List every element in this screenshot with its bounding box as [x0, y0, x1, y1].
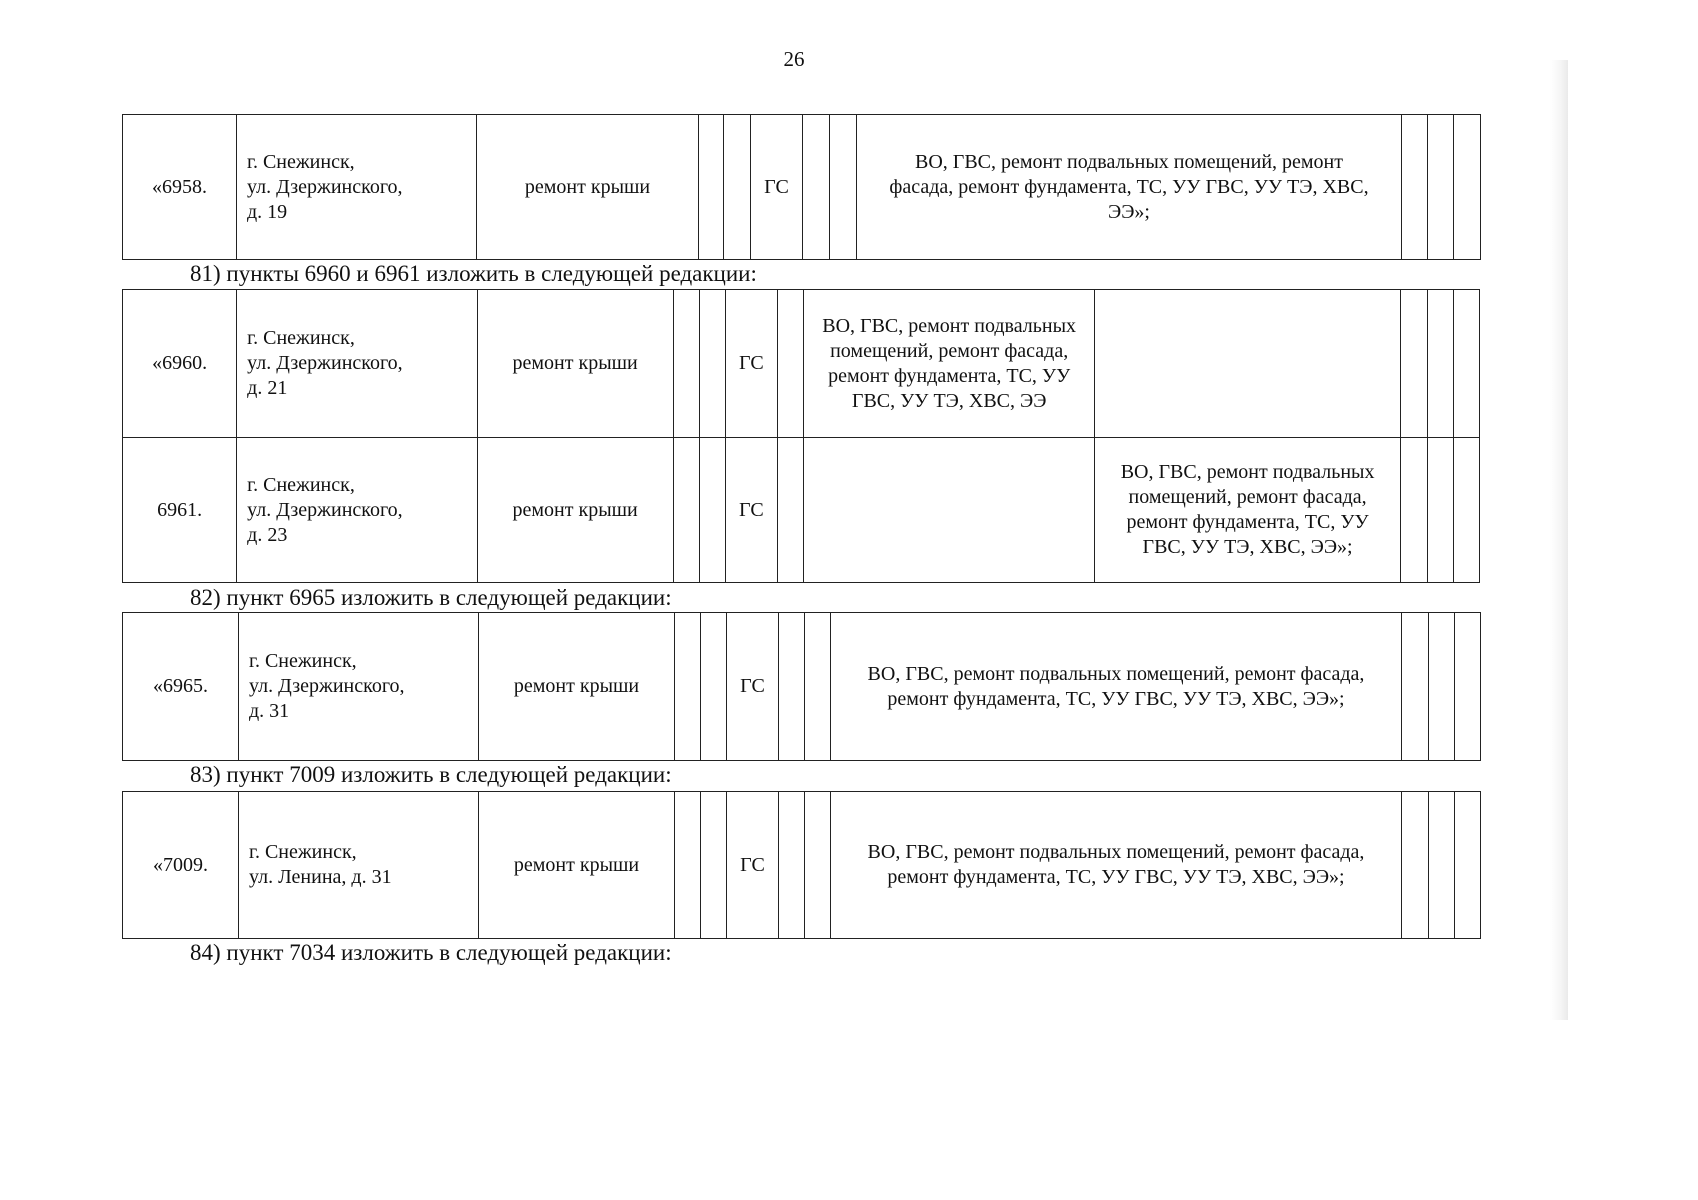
empty-cell: [1427, 438, 1453, 583]
empty-cell: [830, 115, 857, 260]
address-house: д. 19: [247, 200, 288, 223]
empty-cell: [1402, 613, 1429, 761]
empty-cell: [1400, 438, 1427, 583]
empty-cell: [1454, 115, 1481, 260]
gs-cell: ГС: [727, 613, 779, 761]
services-cell: ВО, ГВС, ремонт подвальных помещений, ремонт фасада, ремонт фундамента, ТС, УУ ГВС, УУ ТЭ, ХВС, ЭЭ»;: [857, 115, 1402, 260]
empty-cell: [777, 290, 803, 438]
empty-cell: [699, 290, 725, 438]
table-row: [123, 613, 1481, 761]
empty-cell: [699, 438, 725, 583]
work-type: ремонт крыши: [479, 613, 675, 761]
address: [237, 438, 477, 583]
empty-cell: [1429, 792, 1455, 939]
gs-cell: ГС: [751, 115, 803, 260]
empty-cell: [673, 438, 699, 583]
empty-cell: [1400, 290, 1427, 438]
scan-edge-shadow: [1550, 60, 1568, 1020]
empty-cell: [805, 792, 831, 939]
work-type: ремонт крыши: [477, 115, 699, 260]
empty-cell: [1402, 792, 1429, 939]
empty-cell: [805, 613, 831, 761]
services-cell: ВО, ГВС, ремонт подвальных помещений, ремонт фасада, ремонт фундамента, ТС, УУ ГВС, УУ ТЭ, ХВС, ЭЭ»;: [1095, 438, 1400, 583]
address-street: ул. Дзержинского,: [249, 675, 405, 697]
empty-cell: [779, 792, 805, 939]
page-number: 26: [783, 47, 805, 71]
table-items-6960-6961: [122, 289, 1480, 583]
empty-cell: [779, 613, 805, 761]
services-cell: ВО, ГВС, ремонт подвальных помещений, ремонт фасада, ремонт фундамента, ТС, УУ ГВС, УУ ТЭ, ХВС, ЭЭ»;: [831, 792, 1402, 939]
table-item-7009: [122, 791, 1481, 939]
item-number: «7009.: [123, 792, 239, 939]
empty-cell: [675, 792, 701, 939]
address-street: ул. Дзержинского,: [247, 175, 403, 198]
empty-cell: [1455, 613, 1481, 761]
section-heading-83: 83) пункт 7009 изложить в следующей редакции:: [190, 762, 672, 787]
empty-cell: [673, 290, 699, 438]
item-number: «6958.: [123, 115, 237, 260]
empty-cell: [675, 613, 701, 761]
empty-cell: [1455, 792, 1481, 939]
empty-cell: [699, 115, 724, 260]
empty-cell: [803, 115, 830, 260]
empty-cell: [701, 792, 727, 939]
services-cell: ВО, ГВС, ремонт подвальных помещений, ремонт фасада, ремонт фундамента, ТС, УУ ГВС, УУ ТЭ, ХВС, ЭЭ»;: [831, 613, 1402, 761]
table-row: [123, 290, 1480, 438]
address-city: г. Снежинск,: [249, 841, 357, 863]
empty-cell: [1427, 290, 1453, 438]
address: [239, 613, 479, 761]
section-heading-84: 84) пункт 7034 изложить в следующей редакции:: [190, 940, 672, 965]
empty-cell: [1428, 115, 1454, 260]
address-house: д. 21: [247, 377, 288, 399]
section-heading-82: 82) пункт 6965 изложить в следующей редакции:: [190, 585, 672, 610]
address-city: г. Снежинск,: [249, 650, 357, 672]
section-heading-81: 81) пункты 6960 и 6961 изложить в следующей редакции:: [190, 261, 757, 286]
address-city: г. Снежинск,: [247, 327, 355, 349]
empty-cell: [1429, 613, 1455, 761]
table-item-6958: [122, 114, 1481, 260]
empty-cell: [1453, 438, 1479, 583]
gs-cell: ГС: [727, 792, 779, 939]
item-number: «6960.: [123, 290, 237, 438]
address-street: ул. Дзержинского,: [247, 498, 403, 521]
work-type: ремонт крыши: [477, 438, 673, 583]
address: [239, 792, 479, 939]
address: [237, 115, 477, 260]
address-street: ул. Ленина, д. 31: [249, 866, 392, 888]
address-house: д. 31: [249, 700, 290, 722]
empty-cell: [1453, 290, 1479, 438]
empty-cell: [701, 613, 727, 761]
table-row: [123, 438, 1480, 583]
gs-cell: ГС: [725, 438, 777, 583]
table-row: [123, 115, 1481, 260]
work-type: ремонт крыши: [477, 290, 673, 438]
empty-cell: [1402, 115, 1428, 260]
work-type: ремонт крыши: [479, 792, 675, 939]
empty-cell: [777, 438, 803, 583]
address-house: д. 23: [247, 523, 288, 546]
table-item-6965: [122, 612, 1481, 761]
empty-cell: [1095, 290, 1400, 438]
address-street: ул. Дзержинского,: [247, 352, 403, 374]
address: [237, 290, 477, 438]
gs-cell: ГС: [725, 290, 777, 438]
empty-cell: [803, 438, 1094, 583]
item-number: 6961.: [123, 438, 237, 583]
address-city: г. Снежинск,: [247, 473, 355, 496]
address-city: г. Снежинск,: [247, 150, 355, 173]
empty-cell: [724, 115, 751, 260]
table-row: [123, 792, 1481, 939]
item-number: «6965.: [123, 613, 239, 761]
services-cell: ВО, ГВС, ремонт подвальных помещений, ремонт фасада, ремонт фундамента, ТС, УУ ГВС, УУ ТЭ, ХВС, ЭЭ: [803, 290, 1094, 438]
